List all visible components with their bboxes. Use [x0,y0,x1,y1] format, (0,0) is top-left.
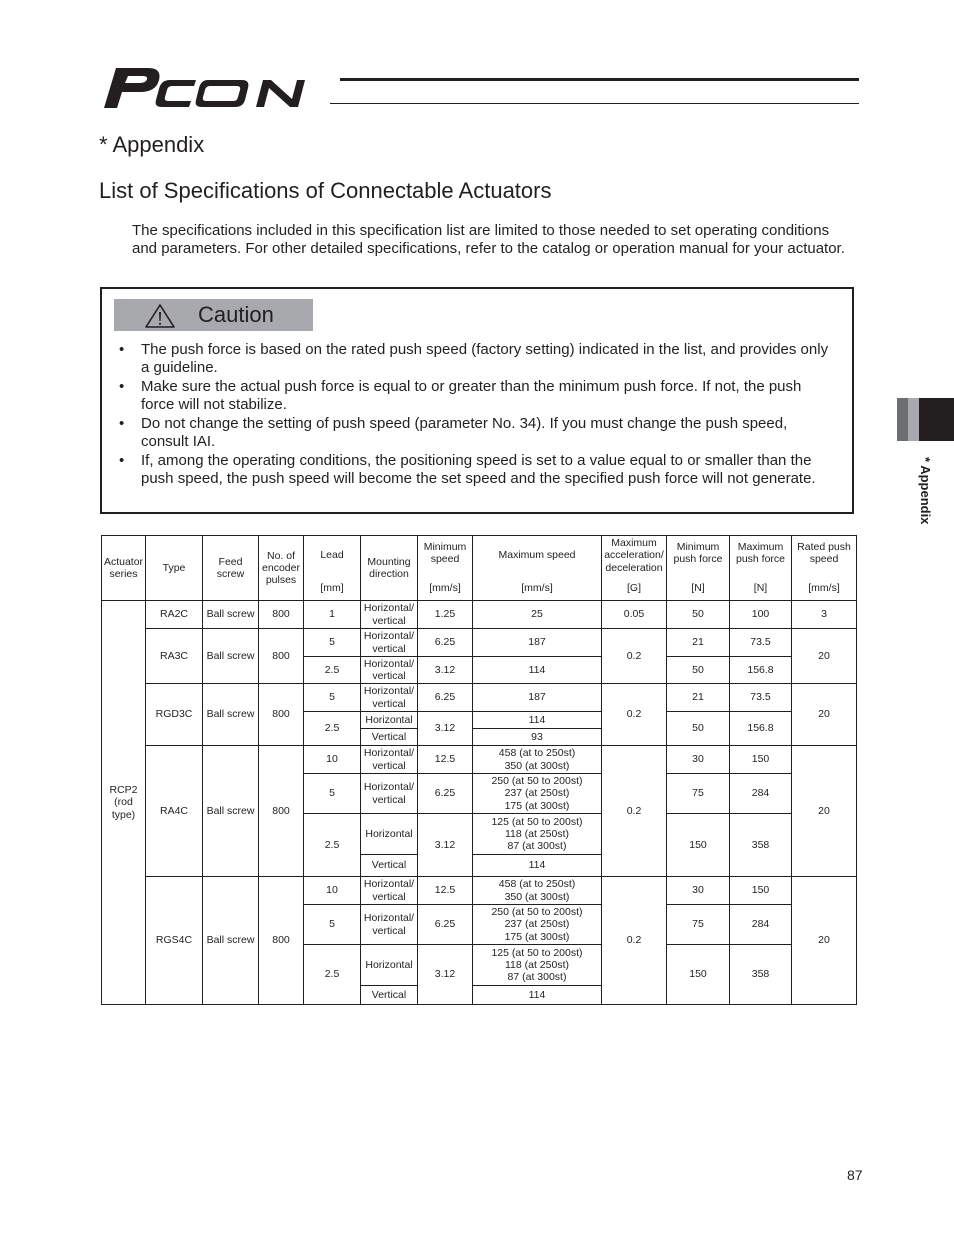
table-cell: 20 [792,629,857,684]
table-cell: 2.5 [304,814,361,877]
table-cell: 187 [473,629,602,657]
table-cell: 25 [473,601,602,629]
caution-list [114,341,829,489]
table-cell: 800 [259,746,304,877]
caution-item: • The push force is based on the rated push speed (factory setting) indicated in the list, and provides only a guideline. [119,341,829,376]
table-cell: 0.2 [602,746,667,877]
header-cell: Feed screw [203,536,259,601]
table-cell: Vertical [361,986,418,1005]
table-cell: 5 [304,774,361,814]
page-number: 87 [847,1167,863,1183]
caution-item: • If, among the operating conditions, the positioning speed is set to a value equal to or smaller than the push speed, the push speed will become the set speed and the specified push force will not generate. [119,452,816,487]
header-cell: Type [146,536,203,601]
warning-triangle-icon [144,303,176,329]
table-cell: Horizontal [361,945,418,986]
table-header-row [102,536,857,601]
table-cell: 0.2 [602,629,667,684]
table-cell: 73.5 [730,629,792,657]
table-cell: 5 [304,684,361,712]
table-cell: 3 [792,601,857,629]
table-cell: 21 [667,684,730,712]
side-tab-stripe [908,398,919,441]
table-cell: 358 [730,814,792,877]
header-cell: Rated push speed [mm/s] [792,536,857,601]
table-cell: 75 [667,905,730,945]
section-title: List of Specifications of Connectable Actuators [99,178,552,203]
table-cell: 30 [667,746,730,774]
table-cell: Vertical [361,729,418,746]
table-cell: 93 [473,729,602,746]
table-cell: 30 [667,877,730,905]
table-cell: 6.25 [418,684,473,712]
header-cell: Lead [mm] [304,536,361,601]
header-cell: Minimum push force [N] [667,536,730,601]
table-cell: RGD3C [146,684,203,746]
table-cell: 12.5 [418,746,473,774]
table-cell: 150 [667,945,730,1005]
table-cell: 0.2 [602,684,667,746]
table-cell: 125 (at 50 to 200st) 118 (at 250st) 87 (at 300st) [473,945,602,986]
caution-box [100,287,854,514]
table-cell: 20 [792,877,857,1005]
table-row [102,629,857,657]
table-cell: 2.5 [304,657,361,684]
table-cell: 284 [730,774,792,814]
table-cell: 3.12 [418,945,473,1005]
table-cell: 3.12 [418,814,473,877]
table-cell: 10 [304,746,361,774]
table-cell: Horizontal/ vertical [361,905,418,945]
table-cell: 800 [259,601,304,629]
header-cell: Minimum speed [mm/s] [418,536,473,601]
table-cell: RA2C [146,601,203,629]
table-cell: 125 (at 50 to 200st) 118 (at 250st) 87 (at 300st) [473,814,602,855]
header-rule-thin [330,103,859,104]
table-cell: 2.5 [304,712,361,746]
table-cell: 250 (at 50 to 200st) 237 (at 250st) 175 (at 300st) [473,905,602,945]
table-cell: 114 [473,657,602,684]
table-cell: Horizontal [361,712,418,729]
table-cell: Horizontal/ vertical [361,684,418,712]
table-cell: 114 [473,712,602,729]
table-cell: Vertical [361,855,418,877]
table-cell: RA4C [146,746,203,877]
table-cell: 156.8 [730,657,792,684]
table-cell: 0.2 [602,877,667,1005]
table-cell: 150 [730,746,792,774]
table-cell: Ball screw [203,601,259,629]
table-cell: 284 [730,905,792,945]
header-cell: Maximum acceleration/ deceleration [G] [602,536,667,601]
table-cell: 250 (at 50 to 200st) 237 (at 250st) 175 (at 300st) [473,774,602,814]
header-cell: Maximum speed [mm/s] [473,536,602,601]
table-cell: Horizontal/ vertical [361,657,418,684]
table-row [102,601,857,629]
table-cell: 458 (at to 250st) 350 (at 300st) [473,877,602,905]
side-tab-stripe [897,398,908,441]
table-cell: 3.12 [418,712,473,746]
table-cell: 100 [730,601,792,629]
table-cell: 10 [304,877,361,905]
caution-title: Caution [198,302,274,327]
table-row [102,746,857,774]
table-row [102,684,857,712]
table-cell: 5 [304,629,361,657]
table-cell: 20 [792,746,857,877]
table-cell: 6.25 [418,774,473,814]
header-cell: Mounting direction [361,536,418,601]
side-tab-block [919,398,954,441]
table-cell: RA3C [146,629,203,684]
table-cell: Horizontal/ vertical [361,877,418,905]
table-cell: 150 [730,877,792,905]
header-cell: No. of encoder pulses [259,536,304,601]
table-cell: 156.8 [730,712,792,746]
table-cell: 21 [667,629,730,657]
table-cell: 6.25 [418,629,473,657]
table-cell: Horizontal/ vertical [361,629,418,657]
table-cell: Horizontal/ vertical [361,746,418,774]
header-cell: Actuator series [102,536,146,601]
table-cell: Horizontal/ vertical [361,601,418,629]
table-cell: Horizontal [361,814,418,855]
table-row [102,877,857,905]
table-cell: 73.5 [730,684,792,712]
table-cell: 114 [473,986,602,1005]
table-cell: 0.05 [602,601,667,629]
header-rule-thick [340,78,859,81]
table-cell: 800 [259,877,304,1005]
table-cell: RGS4C [146,877,203,1005]
table-cell: 800 [259,629,304,684]
table-cell: 50 [667,601,730,629]
table-cell: 458 (at to 250st) 350 (at 300st) [473,746,602,774]
caution-item: • Do not change the setting of push speed (parameter No. 34). If you must change the push speed, consult IAI. [119,415,788,450]
table-cell: 5 [304,905,361,945]
table-cell: 50 [667,657,730,684]
pcon-logo [96,64,336,112]
table-cell: 6.25 [418,905,473,945]
table-cell: 1 [304,601,361,629]
table-cell: 20 [792,684,857,746]
table-cell: 150 [667,814,730,877]
table-cell: Ball screw [203,629,259,684]
appendix-title: * Appendix [99,132,205,157]
table-cell: 50 [667,712,730,746]
table-cell: 1.25 [418,601,473,629]
table-cell: 2.5 [304,945,361,1005]
table-cell: Ball screw [203,684,259,746]
table-cell: Ball screw [203,877,259,1005]
table-cell: 358 [730,945,792,1005]
table-cell: 187 [473,684,602,712]
caution-header [114,299,313,331]
caution-item: • Make sure the actual push force is equal to or greater than the minimum push force. If not, the push force will not stabilize. [119,378,802,413]
table-cell: 114 [473,855,602,877]
table-cell: 75 [667,774,730,814]
header-cell: Maximum push force [N] [730,536,792,601]
series-cell: RCP2 (rod type) [102,601,146,1005]
side-tab-label: * Appendix [918,457,933,525]
table-cell: Ball screw [203,746,259,877]
table-cell: Horizontal/ vertical [361,774,418,814]
spec-table [101,535,857,1005]
table-cell: 3.12 [418,657,473,684]
table-cell: 800 [259,684,304,746]
intro-paragraph: The specifications included in this specification list are limited to those needed to set operating conditions and parameters. For other detailed specifications, refer to the catalog or operation manual for your actuator. [132,222,845,257]
table-cell: 12.5 [418,877,473,905]
